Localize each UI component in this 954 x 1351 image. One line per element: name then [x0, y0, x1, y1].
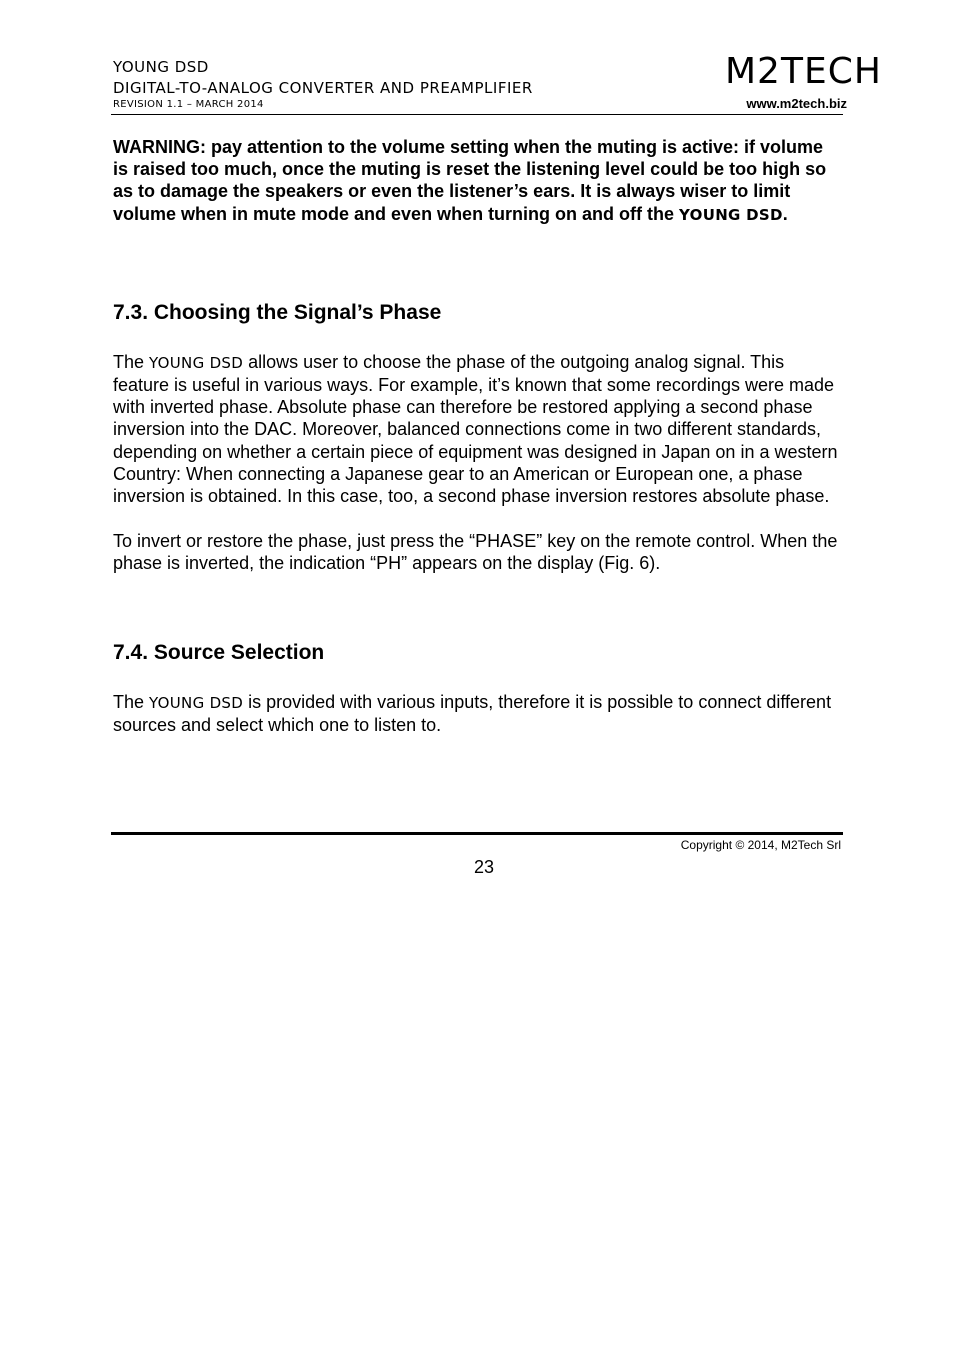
- page-number: 23: [473, 857, 495, 877]
- header-website: www.m2tech.biz: [746, 96, 847, 111]
- header-revision: REVISION 1.1 – MARCH 2014: [113, 99, 264, 110]
- warning-paragraph: [113, 136, 843, 226]
- footer-copyright: Copyright © 2014, M2Tech Srl: [680, 838, 841, 852]
- warning-product-name: YOUNG DSD: [679, 205, 783, 224]
- section-7-3-heading: 7.3. Choosing the Signal’s Phase: [113, 300, 442, 324]
- section-7-4-heading: 7.4. Source Selection: [113, 640, 325, 664]
- warning-end: .: [782, 203, 788, 224]
- p-start: The: [113, 351, 150, 372]
- page-content: [113, 136, 843, 736]
- m2tech-logo: M2TECH: [725, 51, 882, 92]
- warning-text: WARNING: pay attention to the volume setting when the muting is active: if volume is raised too much, once the muting is reset the listening level could be too high so as to damage the speakers or even the listener’s ears. It is always wiser to limit volume when in mute mode and even when turning on and off the: [113, 137, 827, 224]
- product-name: YOUNG DSD: [149, 693, 244, 712]
- header-divider: [111, 114, 843, 115]
- section-7-3-paragraph-1: [113, 351, 843, 507]
- header-product-name: YOUNG DSD: [113, 58, 209, 76]
- p-rest: is provided with various inputs, therefore it is possible to connect different sources and select which one to listen to.: [113, 691, 832, 735]
- section-7-3-paragraph-2: To invert or restore the phase, just press the “PHASE” key on the remote control. When the phase is inverted, the indication “PH” appears on the display (Fig. 6).: [113, 531, 838, 574]
- p-start: The: [113, 691, 150, 712]
- footer-divider: [111, 832, 843, 835]
- section-7-4-paragraph-1: [113, 691, 843, 736]
- header-product-description: DIGITAL-TO-ANALOG CONVERTER AND PREAMPLIFIER: [113, 79, 533, 97]
- p-rest: allows user to choose the phase of the outgoing analog signal. This feature is useful in various ways. For example, it’s known that some recordings were made with inverted phase. Absolute phase can therefore be restored applying a second phase inversion into the DAC. Moreover, balanced connections come in two different standards, depending on whether a certain piece of equipment was designed in Japan on in a western Country: When connecting a Japanese gear to an American or European one, a phase inversion is obtained. In this case, too, a second phase inversion restores absolute phase.: [113, 351, 838, 507]
- product-name: YOUNG DSD: [149, 353, 244, 372]
- document-header: [113, 57, 533, 111]
